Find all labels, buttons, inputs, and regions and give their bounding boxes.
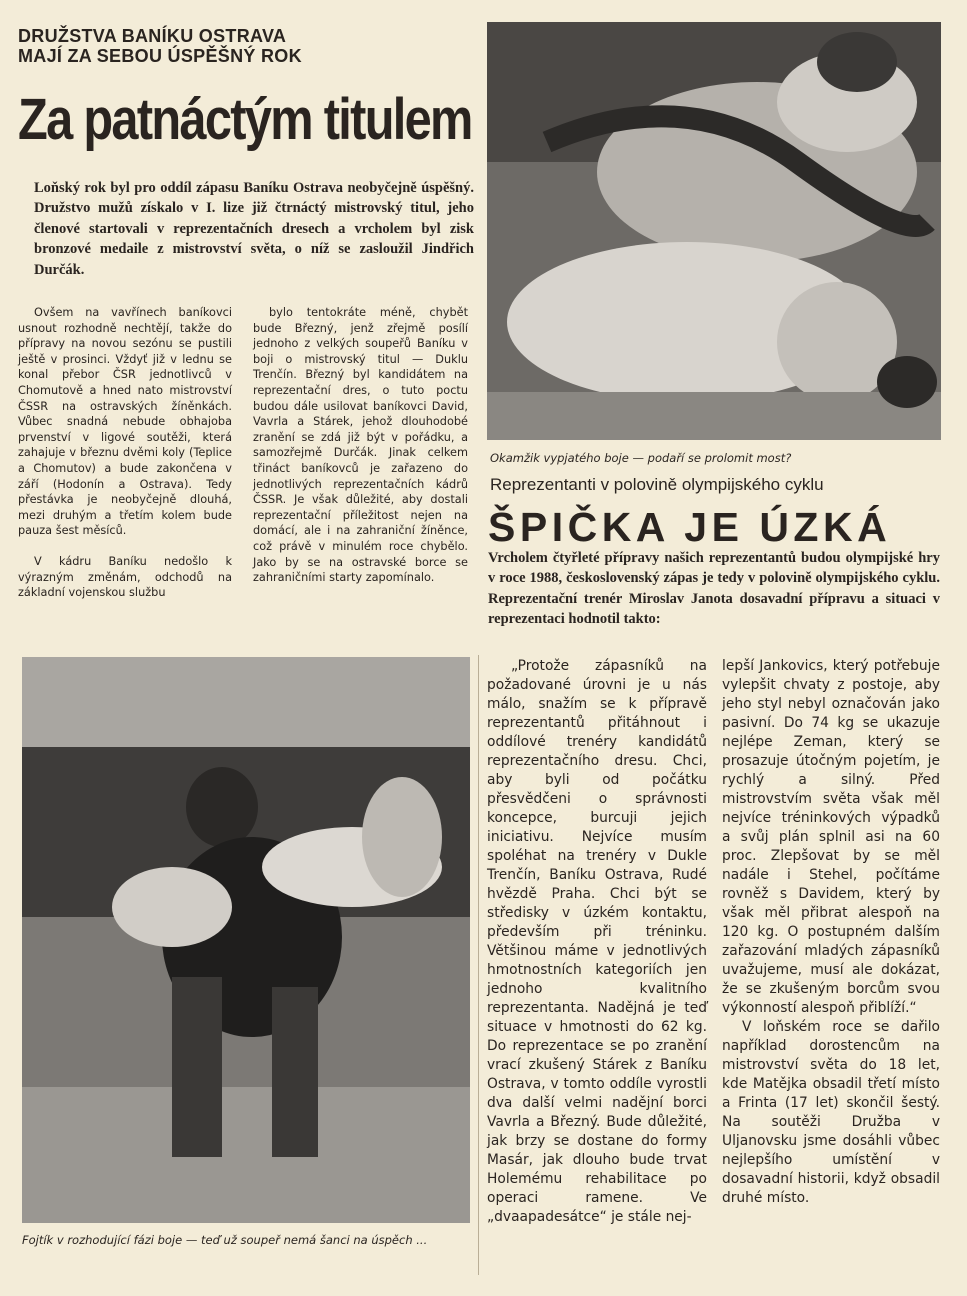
wrestling-photo-bottom: [22, 657, 470, 1223]
article1-col2-paragraph-1: bylo tentokráte méně, chybět bude Březný, jenž zřejmě posílí jednoho z velkých soupeřů Baníku v boji o mistrovský titul — Duklu Trenčín. Březný byl kandidátem na reprezentační dres, o tuto poctu budou dále usilovat baníkovci David, Vavrla a Stárek, jehož dlouhodobé zranění se zdá již být v pořádku, a samozřejmě Durčák. Jinak celkem třináct baníkovců je zařazeno do jednotlivých reprezentačních kádrů ČSSR. Je však důležité, aby dostali reprezentační příležitost nejen na domácí, ale i na zahraniční žíněnce, což právě v minulém roce chybělo. Jako by se na ostravské borce se zahraničními starty zapomínalo.: [253, 306, 468, 585]
article1-col1-paragraph-1: Ovšem na vavřínech baníkovci usnout rozhodně nechtějí, takže do přípravy na novou sezónu se pustili ještě v prosinci. Vždyť již v lednu se konal přebor ČSR jednotlivců v Chomutově a hned nato mistrovství ČSSR na ostravských žíněnkách. Vůbec snadná nebude obhajoba prvenství v ligové soutěži, která zahajuje v březnu dvěmi koly (Teplice a Chomutov) a bude zakončena v září (Hodonín a Ostrava). Tedy přestávka je neobyčejně dlouhá, mezi druhým a třetím kolem bude pauza šest měsíců.: [18, 306, 232, 538]
article1-lead: Loňský rok byl pro oddíl zápasu Baníku Ostrava neobyčejně úspěšný. Družstvo mužů získalo v I. lize již čtrnáctý mistrovský titul, jeho členové startovali v reprezentačních dresech a vrcholem byl zisk bronzové medaile z mistrovství světa, o níž se zasloužil Jindřich Durčák.: [34, 180, 474, 278]
bottom-photo-caption: Fojtík v rozhodující fázi boje — teď už soupeř nemá šanci na úspěch ...: [22, 1233, 428, 1247]
article1-kicker-line1: DRUŽSTVA BANÍKU OSTRAVA: [18, 26, 287, 46]
top-photo-caption: Okamžik vypjatého boje — podaří se prolomit most?: [490, 451, 792, 465]
article1-column-2: [253, 305, 468, 586]
article2-col2-paragraph-1: lepší Jankovics, který potřebuje vylepšit chvaty z postoje, aby jeho styl nebyl označován jako pasivní. Do 74 kg se ukazuje nejlépe Zeman, který se prosazuje útočným pojetím, je rychlý a silný. Před mistrovstvím světa však měl nejvíce tréninkových výpadků a svůj plán splnil asi na 60 proc. Zlepšovat by se měl nadále i Stehel, počítáme rovněž s Davidem, který by však měl přibrat alespoň na 120 kg. O postupném dalším zařazování mladých zápasníků uvažujeme, musí ale dokázat, že se zkušeným borcům svou výkonností alespoň přiblíží.“: [722, 658, 940, 1016]
wrestler-throw-image: [22, 657, 470, 1223]
article2-kicker: Reprezentanti v polovině olympijského cyklu: [490, 475, 824, 494]
column-divider: [478, 655, 479, 1275]
article2-column-1: [487, 657, 707, 1227]
article1-kicker-line2: MAJÍ ZA SEBOU ÚSPĚŠNÝ ROK: [18, 46, 302, 66]
article2-column-2: [722, 657, 940, 1208]
article2-lead: Vrcholem čtyřleté přípravy našich reprezentantů budou olympijské hry v roce 1988, československý zápas je tedy v polovině olympijského cyklu. Reprezentační trenér Miroslav Janota dosavadní přípravu a situaci v reprezentaci hodnotil takto:: [488, 550, 940, 628]
wrestling-photo-top: [487, 22, 941, 440]
article1-headline: Za patnáctým titulem: [18, 87, 472, 152]
article1-col1-paragraph-2: V kádru Baníku nedošlo k výrazným změnám, odchodů na základní vojenskou službu: [18, 554, 232, 600]
article1-column-1: [18, 305, 232, 601]
wrestlers-bridge-image: [487, 22, 941, 440]
article2-col2-paragraph-2: V loňském roce se dařilo například dorostencům na mistrovství světa do 18 let, kde Matějka obsadil třetí místo a Frinta (17 let) skončil šestý. Na soutěži Družba v Uljanovsku jsme dosáhli vůbec nejlepšího umístění v dosavadní historii, když obsadil druhé místo.: [722, 1019, 940, 1206]
article1-kicker: [18, 26, 478, 66]
article2-col1-paragraph-1: „Protože zápasníků na požadované úrovni je u nás málo, snažím se k přípravě reprezentantů přitáhnout i oddílové trenéry kandidátů reprezentačního dresu. Chci, aby byli od počátku přesvědčeni o správnosti koncepce, burcuji jejich iniciativu. Nejvíce musím spoléhat na trenéry v Dukle Trenčín, Baníku Ostrava, Rudé hvězdě Praha. Chci být se středisky v úzkém kontaktu, především při tréninku. Většinou máme v jednotlivých hmotnostních kategoriích jen jednoho kvalitního reprezentanta. Nadějná je teď situace v hmotnosti do 62 kg. Do reprezentace se po zranění vrací zkušený Stárek z Baníku Ostrava, v tomto oddíle vyrostli dva další velmi nadějní borci Vavrla a Březný. Bude důležité, jak brzy se dostane do formy Masár, jak dlouho bude trvat Holemému rehabilitace po operaci ramene. Ve „dvaapadesátce“ je stále nej-: [487, 658, 707, 1225]
article2-headline: ŠPIČKA JE ÚZKÁ: [488, 504, 892, 550]
